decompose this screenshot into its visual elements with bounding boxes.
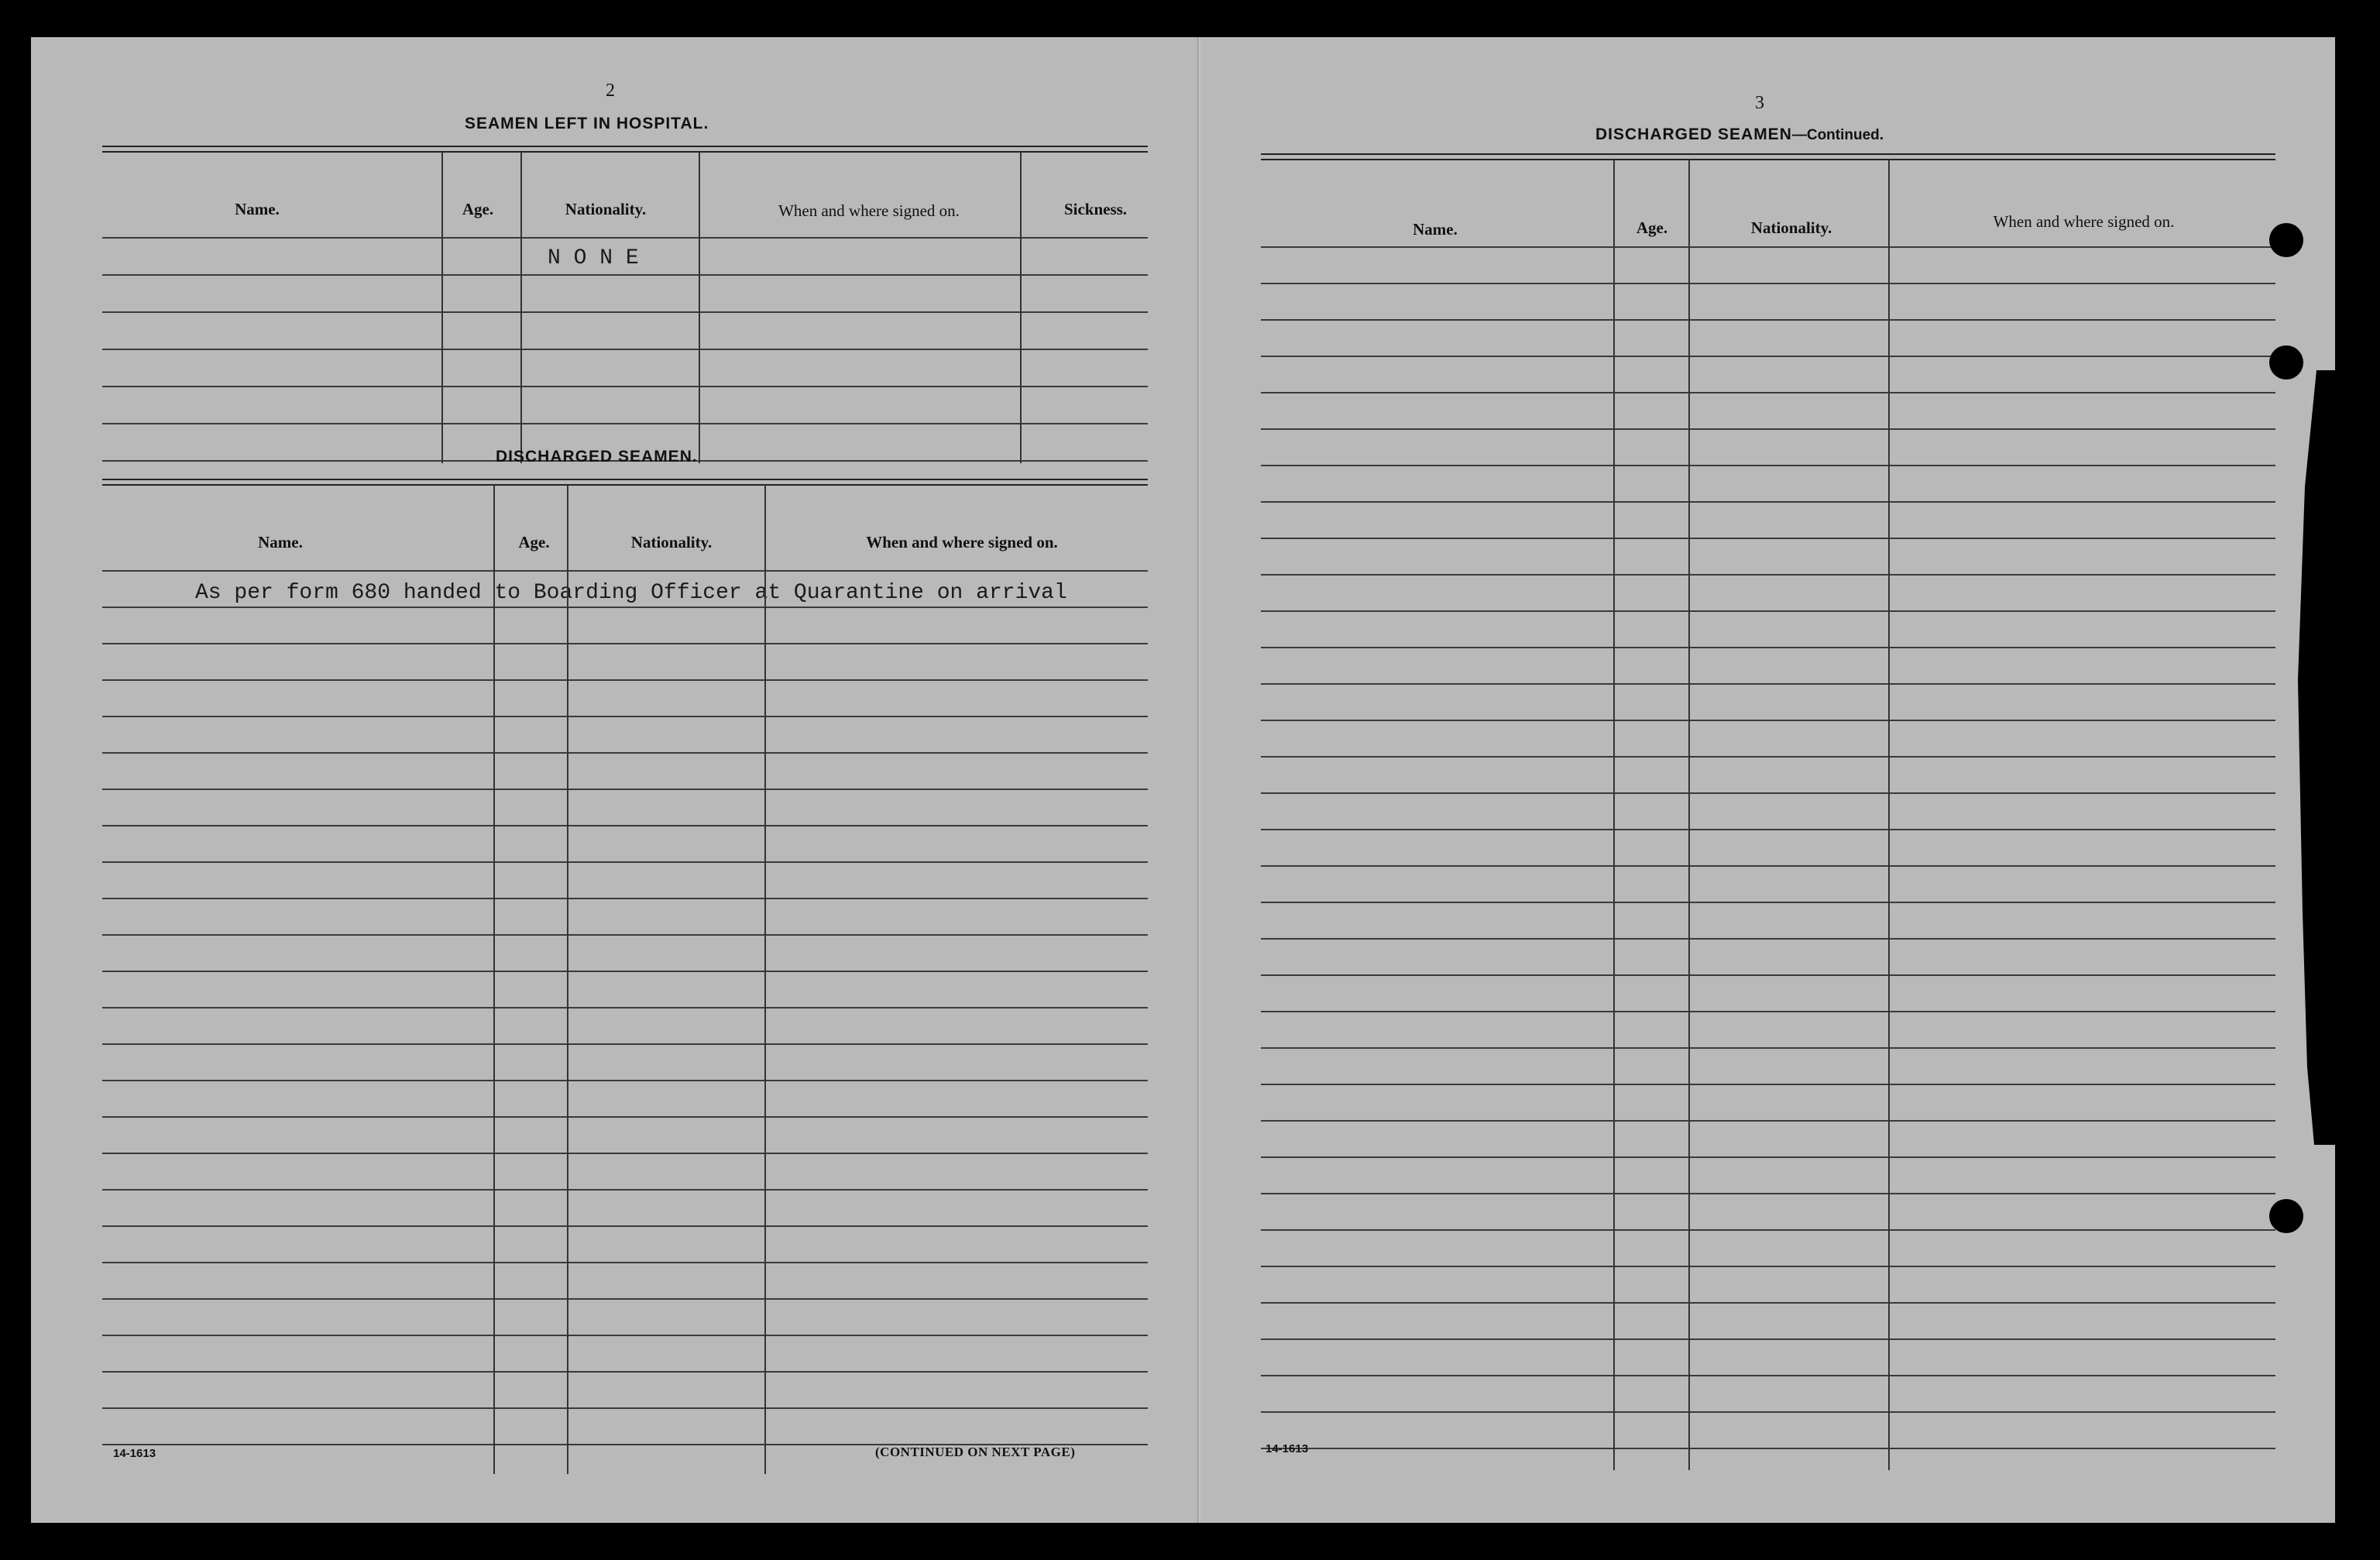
column-header-name: Name. (258, 533, 303, 551)
table-top-rule (1261, 153, 2275, 160)
column-header-signed-on: When and where signed on. (778, 201, 960, 220)
row-rule (1261, 902, 2275, 903)
row-rule (102, 274, 1148, 276)
row-rule (102, 1043, 1148, 1045)
row-rule (102, 423, 1148, 424)
row-rule (1261, 428, 2275, 430)
row-rule (102, 679, 1148, 681)
torn-edge (2289, 370, 2335, 1145)
column-rule (441, 152, 443, 463)
row-rule (1261, 647, 2275, 648)
typed-entry: N O N E (548, 246, 639, 270)
row-rule (1261, 1084, 2275, 1085)
column-header-signed-on: When and where signed on. (866, 533, 1058, 551)
row-rule (102, 311, 1148, 313)
column-rule (699, 152, 700, 463)
row-rule (1261, 392, 2275, 393)
header-rule (1261, 246, 2275, 248)
typed-entry: As per form 680 handed to Boarding Officer at Quarantine on arrival (195, 581, 1067, 605)
column-header-age: Age. (462, 200, 494, 218)
row-rule (1261, 1229, 2275, 1231)
punch-hole (2269, 345, 2303, 380)
header-rule (102, 237, 1148, 239)
column-rule (493, 485, 495, 1474)
row-rule (1261, 1011, 2275, 1012)
row-rule (102, 386, 1148, 387)
column-rule (1020, 152, 1022, 463)
row-rule (1261, 829, 2275, 830)
row-rule (102, 1007, 1148, 1009)
row-rule (1261, 356, 2275, 357)
hospital-section-title: SEAMEN LEFT IN HOSPITAL. (465, 115, 709, 132)
page-number: 3 (1755, 93, 1764, 113)
row-rule (102, 1335, 1148, 1336)
column-header-age: Age. (518, 533, 550, 551)
row-rule (102, 1189, 1148, 1191)
column-header-nationality: Nationality. (1750, 218, 1832, 237)
row-rule (102, 1407, 1148, 1409)
row-rule (102, 825, 1148, 826)
column-header-age: Age. (1636, 218, 1668, 237)
column-rule (1888, 160, 1890, 1470)
row-rule (1261, 1266, 2275, 1267)
discharged-section-title: DISCHARGED SEAMEN. (496, 448, 698, 466)
row-rule (102, 349, 1148, 350)
row-rule (1261, 610, 2275, 612)
right-page (1200, 37, 2335, 1523)
column-header-name: Name. (235, 200, 280, 218)
row-rule (102, 861, 1148, 863)
page-number: 2 (606, 81, 615, 101)
discharged-table (102, 479, 1148, 1474)
row-rule (1261, 1193, 2275, 1194)
column-header-sickness: Sickness. (1063, 200, 1128, 218)
row-rule (1261, 974, 2275, 976)
row-rule (102, 716, 1148, 717)
hospital-table (102, 146, 1148, 471)
row-rule (102, 752, 1148, 754)
row-rule (102, 1298, 1148, 1300)
column-header-nationality: Nationality. (630, 533, 713, 551)
row-rule (1261, 1338, 2275, 1340)
row-rule (102, 1225, 1148, 1227)
column-rule (520, 152, 522, 463)
punch-hole (2269, 223, 2303, 257)
left-page (31, 37, 1199, 1523)
column-rule (1688, 160, 1690, 1470)
row-rule (102, 1371, 1148, 1373)
row-rule (102, 1116, 1148, 1118)
header-rule (102, 570, 1148, 572)
row-rule (102, 789, 1148, 790)
row-rule (1261, 720, 2275, 721)
title-main: DISCHARGED SEAMEN (1595, 125, 1792, 143)
form-number: 14-1613 (1266, 1442, 1309, 1455)
row-rule (102, 934, 1148, 936)
row-rule (1261, 756, 2275, 758)
row-rule (1261, 1375, 2275, 1376)
row-rule (1261, 1047, 2275, 1049)
row-rule (1261, 465, 2275, 466)
row-rule (1261, 283, 2275, 284)
row-rule (1261, 1120, 2275, 1122)
table-top-rule (102, 479, 1148, 486)
row-rule (102, 1262, 1148, 1263)
row-rule (1261, 865, 2275, 867)
row-rule (1261, 319, 2275, 321)
column-rule (1613, 160, 1615, 1470)
row-rule (1261, 938, 2275, 940)
punch-hole (2269, 1199, 2303, 1233)
row-rule (1261, 574, 2275, 576)
row-rule (102, 606, 1148, 608)
discharged-continued-table (1261, 153, 2275, 1474)
column-rule (764, 485, 766, 1474)
row-rule (1261, 1302, 2275, 1304)
row-rule (102, 1080, 1148, 1081)
row-rule (1261, 1156, 2275, 1158)
continued-note: (CONTINUED ON NEXT PAGE) (875, 1445, 1076, 1459)
right-section-title (1595, 125, 1884, 144)
row-rule (102, 898, 1148, 899)
column-header-name: Name. (1413, 220, 1458, 239)
row-rule (1261, 1448, 2275, 1449)
row-rule (1261, 792, 2275, 794)
column-rule (567, 485, 568, 1474)
table-top-rule (102, 146, 1148, 153)
row-rule (102, 1153, 1148, 1154)
row-rule (1261, 538, 2275, 539)
column-header-nationality: Nationality. (565, 200, 647, 218)
row-rule (102, 643, 1148, 644)
row-rule (1261, 501, 2275, 503)
form-number: 14-1613 (113, 1447, 156, 1460)
column-header-signed-on: When and where signed on. (1993, 212, 2175, 231)
row-rule (1261, 1411, 2275, 1413)
row-rule (1261, 683, 2275, 685)
row-rule (102, 971, 1148, 972)
title-suffix: —Continued. (1791, 127, 1884, 143)
